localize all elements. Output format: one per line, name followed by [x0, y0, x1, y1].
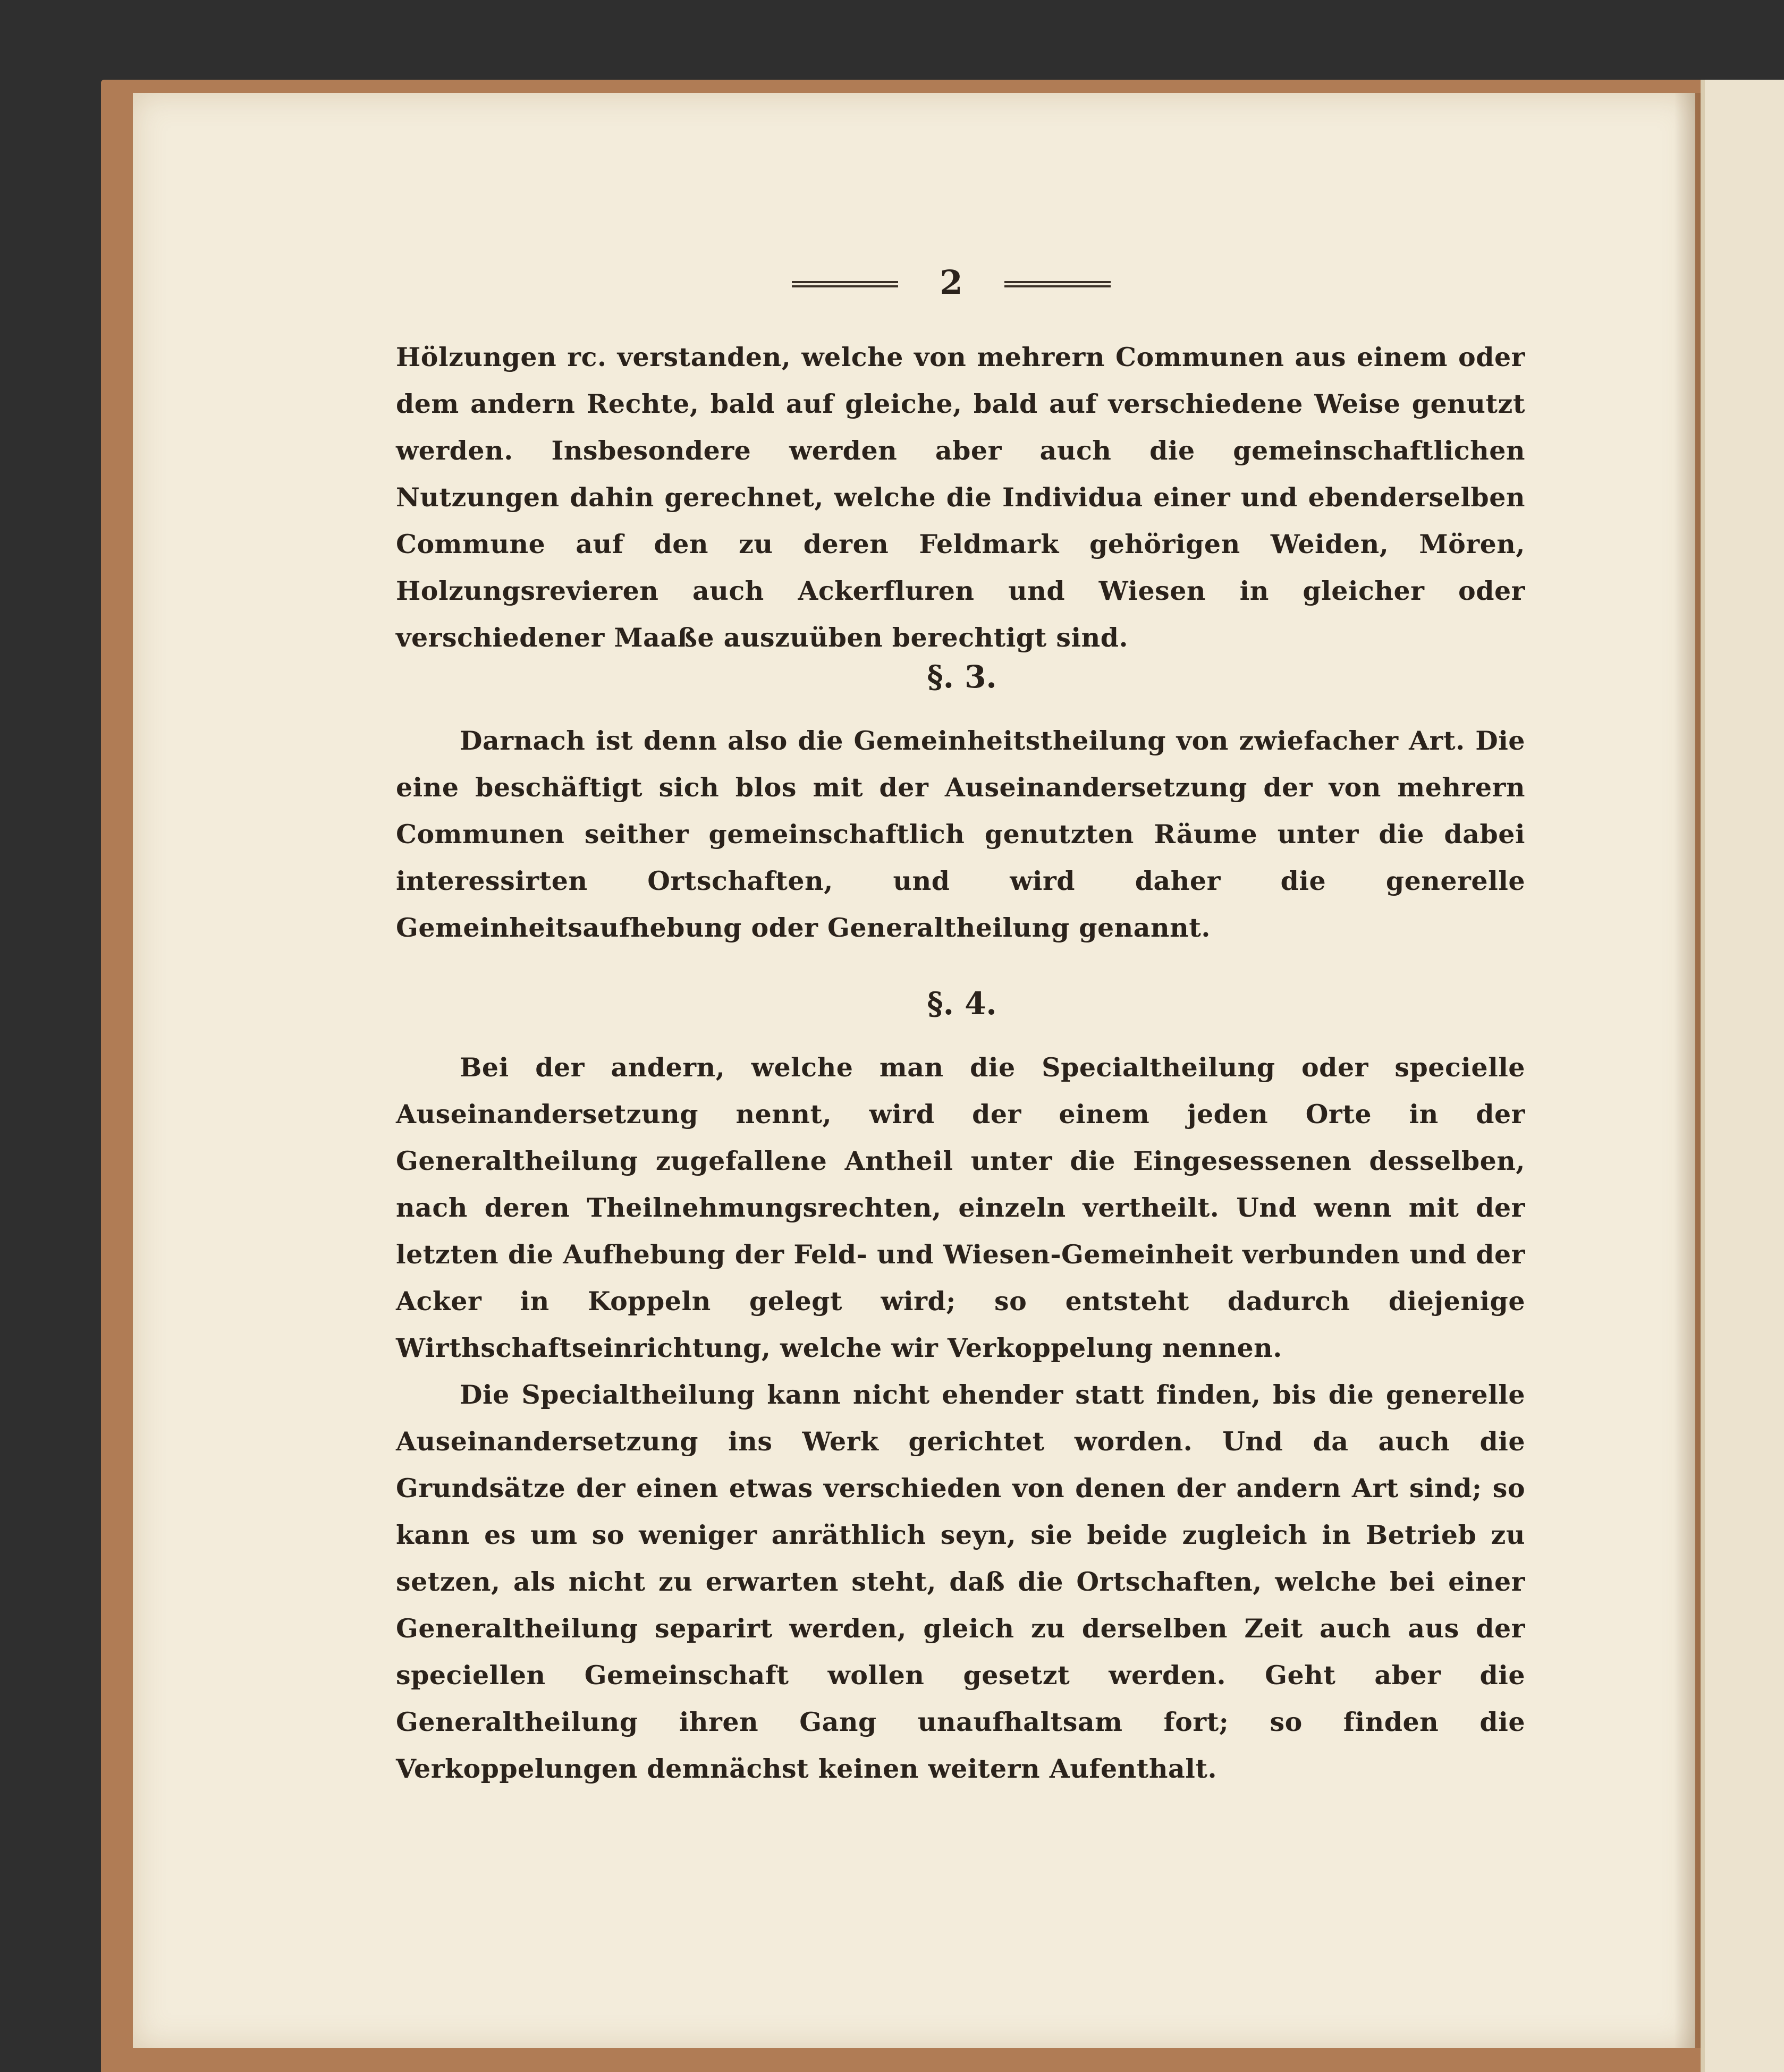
paragraph-continuation — [396, 334, 1525, 661]
header-rule-right — [1004, 281, 1111, 287]
section-4-text-2: Die Specialtheilung kann nicht ehender statt finden, bis die generelle Auseinandersetzung ins Werk gerichtet worden. Und da auch die Grundsätze der einen etwas verschieden von denen der andern Art sind; so kann es um so weniger anräthlich seyn, sie beide zugleich in Betrieb zu setzen, als nicht zu erwarten steht, daß die Ortschaften, welche bei einer Generaltheilung separirt werden, gleich zu derselben Zeit auch aus der speciellen Gemeinschaft wollen gesetzt werden. Geht aber die Generaltheilung ihren Gang unaufhaltsam fort; so finden die Verkoppelungen demnächst keinen weitern Aufenthalt. — [396, 1379, 1525, 1784]
paragraph-1-text: Hölzungen rc. verstanden, welche von mehrern Communen aus einem oder dem andern Rechte, bald auf gleiche, bald auf verschiedene Weise genutzt werden. Insbesondere werden aber auch die gemeinschaftlichen Nutzungen dahin gerechnet, welche die Individua einer und ebenderselben Commune auf den zu deren Feldmark gehörigen Weiden, Mören, Holzungsrevieren auch Ackerfluren und Wiesen in gleicher oder verschiedener Maaße auszuüben berechtigt sind. — [396, 342, 1525, 653]
page-gutter-shadow — [1674, 93, 1701, 2048]
next-page-edge — [1701, 80, 1784, 2072]
section-4-body — [396, 1044, 1525, 1792]
section-4-text-1: Bei der andern, welche man die Specialtheilung oder specielle Auseinandersetzung nennt, wird der einem jeden Orte in der Generaltheilung zugefallene Antheil unter die Eingesessenen desselben, nach deren Theilnehmungsrechten, einzeln vertheilt. Und wenn mit der letzten die Aufhebung der Feld- und Wiesen-Gemeinheit verbunden und der Acker in Koppeln gelegt wird; so entsteht dadurch diejenige Wirthschaftseinrichtung, welche wir Verkoppelung nennen. — [396, 1052, 1525, 1363]
header-rule-left — [792, 281, 898, 287]
page-number: 2 — [940, 263, 963, 302]
section-3-text: Darnach ist denn also die Gemeinheitstheilung von zwiefacher Art. Die eine beschäftigt sich blos mit der Auseinandersetzung der von mehrern Communen seither gemeinschaftlich genutzten Räume unter die dabei interessirten Ortschaften, und wird daher die generelle Gemeinheitsaufhebung oder Generaltheilung genannt. — [396, 725, 1525, 943]
section-3-body — [396, 717, 1525, 951]
section-4-heading: §. 4. — [927, 986, 997, 1022]
page-header — [792, 263, 1111, 305]
section-3-heading: §. 3. — [927, 659, 997, 695]
